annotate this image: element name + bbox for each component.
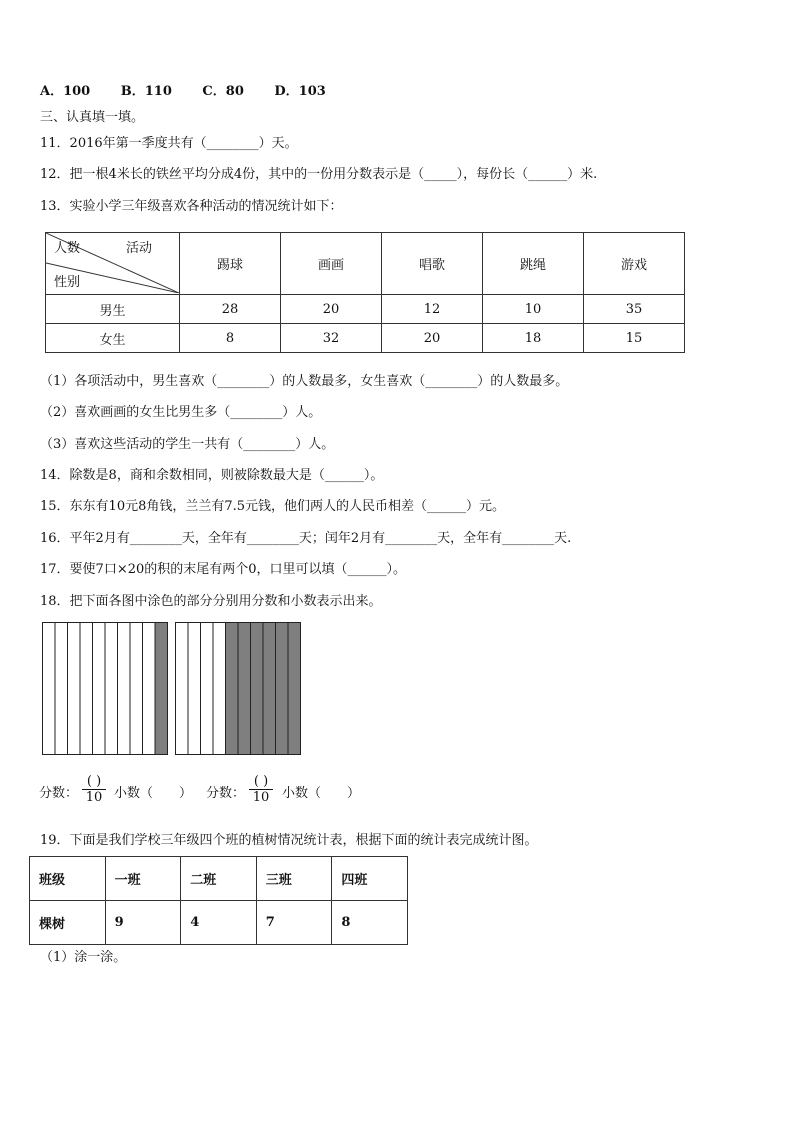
table-cell: 20 bbox=[281, 295, 382, 324]
table-cell: 9 bbox=[105, 901, 181, 945]
table-cell: 28 bbox=[180, 295, 281, 324]
shaded-strip bbox=[238, 623, 251, 755]
blank-strip bbox=[130, 623, 143, 755]
table-cell: 18 bbox=[483, 324, 584, 353]
table-row bbox=[46, 324, 685, 353]
question-19-part-1: （1）涂一涂。 bbox=[40, 950, 127, 965]
question-19: 19．下面是我们学校三年级四个班的植树情况统计表，根据下面的统计表完成统计图。 bbox=[40, 833, 538, 848]
option-a: A．100 bbox=[40, 84, 91, 99]
question-12: 12．把一根4米长的铁丝平均分成4份，其中的一份用分数表示是（_____），每份长（______）米. bbox=[40, 167, 598, 182]
blank-strip bbox=[93, 623, 106, 755]
shaded-strip bbox=[155, 623, 168, 755]
question-18: 18．把下面各图中涂色的部分分别用分数和小数表示出来。 bbox=[40, 594, 382, 609]
blank-strip bbox=[55, 623, 68, 755]
blank-strip bbox=[118, 623, 131, 755]
shaded-grid-2 bbox=[175, 622, 302, 756]
table-cell: 10 bbox=[483, 295, 584, 324]
table-header-row bbox=[46, 233, 685, 295]
table-cell: 8 bbox=[180, 324, 281, 353]
blank-strip bbox=[188, 623, 201, 755]
table-cell: 棵树 bbox=[30, 901, 106, 945]
table-cell: 20 bbox=[382, 324, 483, 353]
decimal-label-2: 小数（ ） bbox=[282, 786, 361, 801]
question-14: 14．除数是8，商和余数相同，则被除数最大是（______）。 bbox=[40, 468, 384, 483]
denominator: 10 bbox=[82, 789, 106, 805]
fraction-2 bbox=[249, 774, 273, 805]
table-cell: 32 bbox=[281, 324, 382, 353]
question-13-part-1: （1）各项活动中，男生喜欢（________）的人数最多，女生喜欢（________）的人数最多。 bbox=[40, 374, 569, 389]
blank-strip bbox=[201, 623, 214, 755]
shaded-strip bbox=[276, 623, 289, 755]
table-cell: 四班 bbox=[332, 857, 408, 901]
table-row bbox=[30, 901, 408, 945]
header-soccer: 踢球 bbox=[180, 233, 281, 295]
fraction-1 bbox=[82, 774, 106, 805]
fraction-label-1: 分数： bbox=[39, 786, 79, 801]
blank-strip bbox=[176, 623, 189, 755]
shaded-strip bbox=[263, 623, 276, 755]
shaded-strip bbox=[226, 623, 239, 755]
shaded-grid-1 bbox=[42, 622, 169, 756]
decimal-label-1: 小数（ ） bbox=[114, 786, 193, 801]
header-drawing: 画画 bbox=[281, 233, 382, 295]
table-cell: 4 bbox=[181, 901, 257, 945]
question-13: 13．实验小学三年级喜欢各种活动的情况统计如下： bbox=[40, 199, 343, 214]
question-15: 15．东东有10元8角钱，兰兰有7.5元钱，他们两人的人民币相差（______）元。 bbox=[40, 499, 506, 514]
numerator-blank: ( ) bbox=[86, 774, 102, 789]
shaded-strip bbox=[288, 623, 301, 755]
table-cell: 15 bbox=[584, 324, 685, 353]
table-cell: 三班 bbox=[256, 857, 332, 901]
header-jump-rope: 跳绳 bbox=[483, 233, 584, 295]
question-13-part-2: （2）喜欢画画的女生比男生多（________）人。 bbox=[40, 405, 322, 420]
blank-strip bbox=[80, 623, 93, 755]
blank-strip bbox=[68, 623, 81, 755]
question-13-part-3: （3）喜欢这些活动的学生一共有（________）人。 bbox=[40, 437, 335, 452]
table-cell: 12 bbox=[382, 295, 483, 324]
option-d: D．103 bbox=[274, 84, 326, 99]
numerator-blank: ( ) bbox=[253, 774, 269, 789]
options-row bbox=[40, 84, 326, 100]
table-cell: 35 bbox=[584, 295, 685, 324]
fraction-label-2: 分数： bbox=[206, 786, 246, 801]
table-cell: 7 bbox=[256, 901, 332, 945]
shaded-strip bbox=[251, 623, 264, 755]
header-singing: 唱歌 bbox=[382, 233, 483, 295]
option-b: B．110 bbox=[120, 84, 172, 99]
table-cell: 班级 bbox=[30, 857, 106, 901]
corner-label-count: 人数 bbox=[54, 241, 81, 256]
header-games: 游戏 bbox=[584, 233, 685, 295]
row-label-boys: 男生 bbox=[46, 295, 180, 324]
table-row bbox=[46, 295, 685, 324]
denominator: 10 bbox=[249, 789, 273, 805]
blank-strip bbox=[143, 623, 156, 755]
row-label-girls: 女生 bbox=[46, 324, 180, 353]
section-heading: 三、认真填一填。 bbox=[40, 110, 145, 125]
question-11: 11．2016年第一季度共有（________）天。 bbox=[40, 136, 298, 151]
blank-strip bbox=[105, 623, 118, 755]
blank-strip bbox=[43, 623, 56, 755]
option-c: C．80 bbox=[202, 84, 244, 99]
activity-table bbox=[45, 232, 685, 353]
corner-label-gender: 性别 bbox=[54, 275, 81, 290]
blank-strip bbox=[213, 623, 226, 755]
table-row bbox=[30, 857, 408, 901]
tree-planting-table bbox=[29, 856, 408, 945]
table-cell: 二班 bbox=[181, 857, 257, 901]
table-cell: 8 bbox=[332, 901, 408, 945]
table-cell: 一班 bbox=[105, 857, 181, 901]
diagonal-header-cell bbox=[46, 233, 180, 295]
question-17: 17．要使7口×20的积的末尾有两个0，口里可以填（______）。 bbox=[40, 562, 407, 577]
corner-label-activity: 活动 bbox=[126, 241, 153, 256]
question-16: 16．平年2月有________天，全年有________天；闰年2月有________天，全年有________天. bbox=[40, 531, 572, 546]
